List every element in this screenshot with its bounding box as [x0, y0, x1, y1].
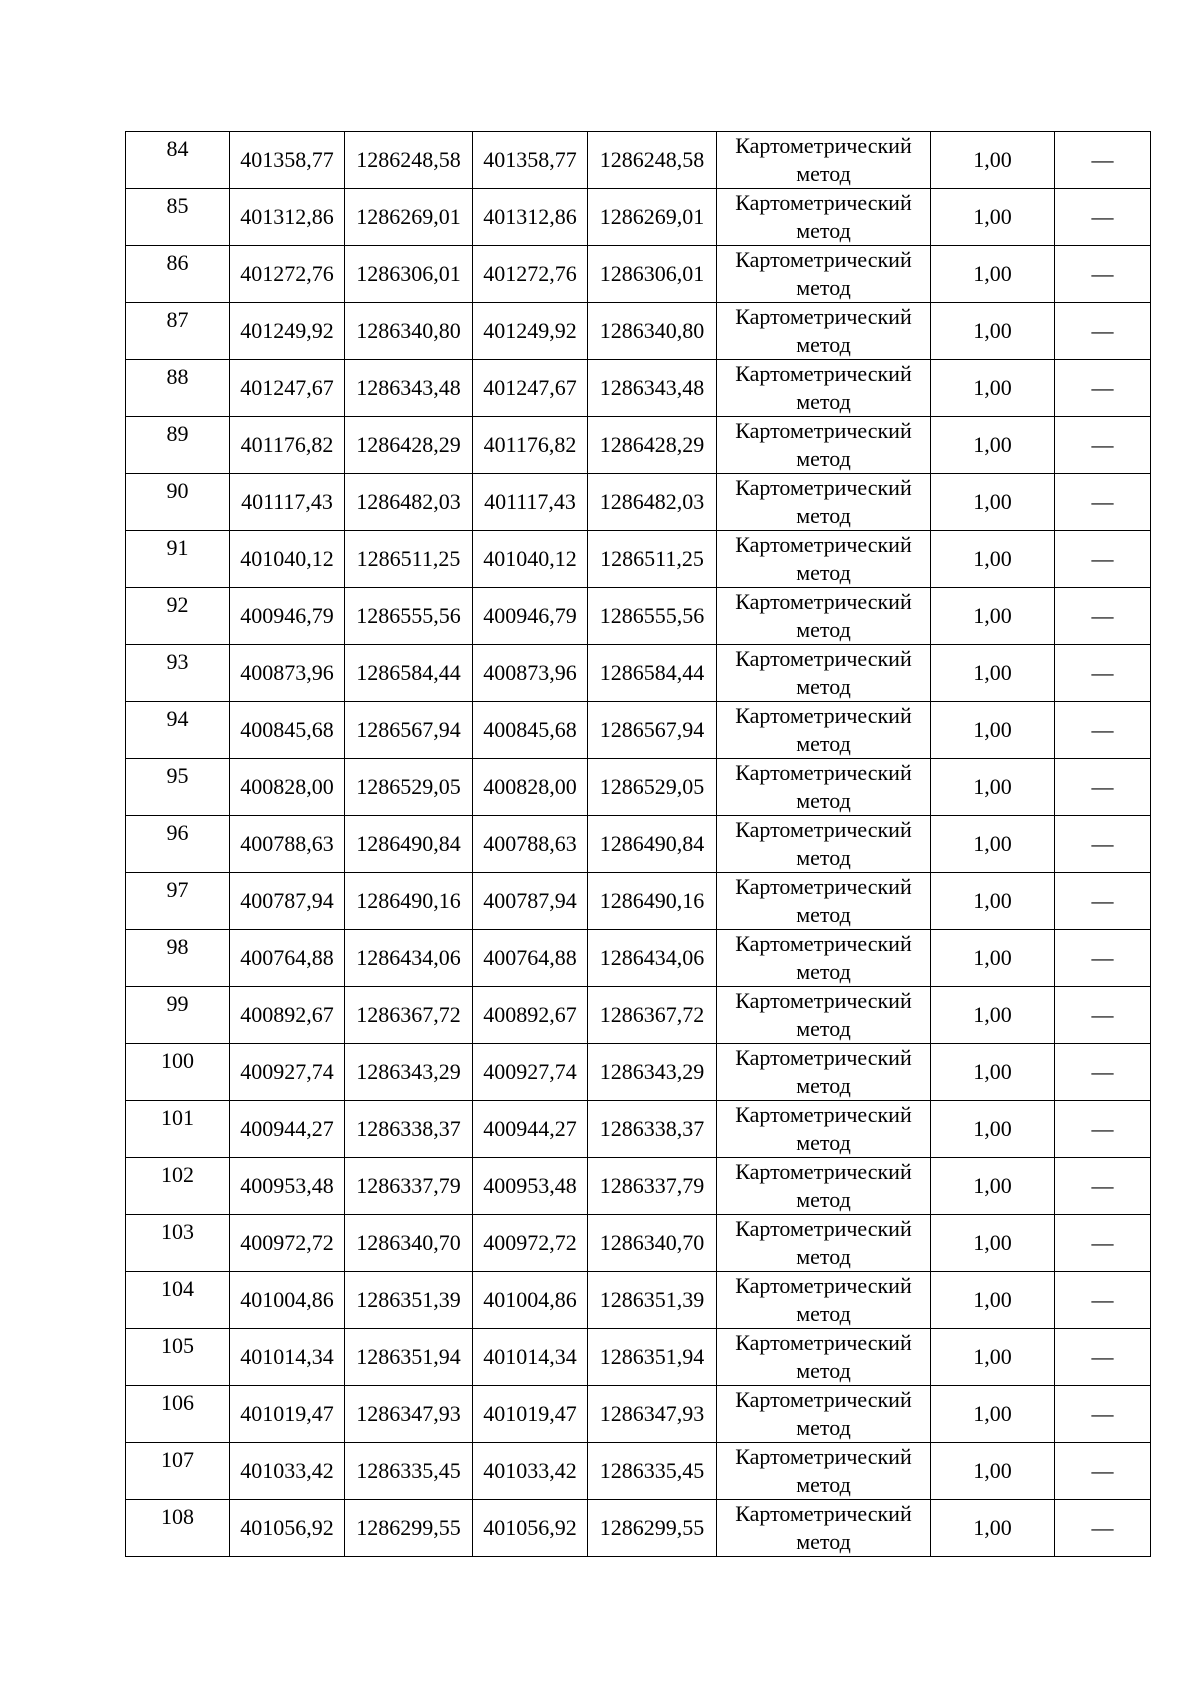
- x-new-cell: 400788,63: [473, 816, 588, 873]
- method-cell: [717, 930, 931, 987]
- y-existing-cell: 1286511,25: [345, 531, 473, 588]
- y-new-cell: 1286567,94: [588, 702, 717, 759]
- method-line-1: Картометрический: [735, 703, 912, 728]
- accuracy-cell: 1,00: [931, 1044, 1055, 1101]
- note-cell: —: [1055, 246, 1151, 303]
- y-existing-cell: 1286529,05: [345, 759, 473, 816]
- y-new-cell: 1286343,48: [588, 360, 717, 417]
- method-cell: [717, 474, 931, 531]
- method-line-1: Картометрический: [735, 133, 912, 158]
- point-number-cell: 96: [126, 816, 230, 873]
- table-row: [126, 873, 1151, 930]
- method-line-2: метод: [796, 503, 851, 528]
- accuracy-cell: 1,00: [931, 1158, 1055, 1215]
- method-line-1: Картометрический: [735, 589, 912, 614]
- method-line-2: метод: [796, 218, 851, 243]
- method-line-1: Картометрический: [735, 1045, 912, 1070]
- table-row: [126, 816, 1151, 873]
- point-number-cell: 90: [126, 474, 230, 531]
- y-new-cell: 1286511,25: [588, 531, 717, 588]
- accuracy-cell: 1,00: [931, 645, 1055, 702]
- y-existing-cell: 1286351,39: [345, 1272, 473, 1329]
- x-new-cell: 401358,77: [473, 132, 588, 189]
- table-row: [126, 1272, 1151, 1329]
- x-new-cell: 401004,86: [473, 1272, 588, 1329]
- note-cell: —: [1055, 303, 1151, 360]
- table-row: [126, 645, 1151, 702]
- point-number-cell: 98: [126, 930, 230, 987]
- accuracy-cell: 1,00: [931, 1101, 1055, 1158]
- y-new-cell: 1286428,29: [588, 417, 717, 474]
- y-new-cell: 1286248,58: [588, 132, 717, 189]
- method-line-1: Картометрический: [735, 418, 912, 443]
- method-cell: [717, 360, 931, 417]
- coordinates-table: [125, 131, 1151, 1557]
- method-line-1: Картометрический: [735, 1444, 912, 1469]
- method-line-2: метод: [796, 161, 851, 186]
- method-line-1: Картометрический: [735, 931, 912, 956]
- note-cell: —: [1055, 588, 1151, 645]
- note-cell: —: [1055, 531, 1151, 588]
- table-row: [126, 531, 1151, 588]
- x-new-cell: 401040,12: [473, 531, 588, 588]
- y-new-cell: 1286529,05: [588, 759, 717, 816]
- x-existing-cell: 400873,96: [230, 645, 345, 702]
- note-cell: —: [1055, 873, 1151, 930]
- x-existing-cell: 400892,67: [230, 987, 345, 1044]
- accuracy-cell: 1,00: [931, 1215, 1055, 1272]
- x-existing-cell: 400764,88: [230, 930, 345, 987]
- note-cell: —: [1055, 1158, 1151, 1215]
- y-existing-cell: 1286299,55: [345, 1500, 473, 1557]
- x-new-cell: 401272,76: [473, 246, 588, 303]
- x-new-cell: 401247,67: [473, 360, 588, 417]
- x-new-cell: 401056,92: [473, 1500, 588, 1557]
- x-new-cell: 401019,47: [473, 1386, 588, 1443]
- y-new-cell: 1286340,80: [588, 303, 717, 360]
- x-new-cell: 400828,00: [473, 759, 588, 816]
- x-existing-cell: 401176,82: [230, 417, 345, 474]
- x-new-cell: 400873,96: [473, 645, 588, 702]
- x-existing-cell: 401249,92: [230, 303, 345, 360]
- note-cell: —: [1055, 1386, 1151, 1443]
- x-new-cell: 400946,79: [473, 588, 588, 645]
- method-line-2: метод: [796, 1187, 851, 1212]
- x-new-cell: 401033,42: [473, 1443, 588, 1500]
- method-line-2: метод: [796, 1415, 851, 1440]
- table-row: [126, 930, 1151, 987]
- method-cell: [717, 702, 931, 759]
- note-cell: —: [1055, 816, 1151, 873]
- y-existing-cell: 1286490,16: [345, 873, 473, 930]
- point-number-cell: 91: [126, 531, 230, 588]
- accuracy-cell: 1,00: [931, 702, 1055, 759]
- method-line-2: метод: [796, 1358, 851, 1383]
- method-line-2: метод: [796, 1130, 851, 1155]
- table-row: [126, 132, 1151, 189]
- y-existing-cell: 1286340,80: [345, 303, 473, 360]
- method-cell: [717, 417, 931, 474]
- method-line-1: Картометрический: [735, 817, 912, 842]
- accuracy-cell: 1,00: [931, 759, 1055, 816]
- table-row: [126, 987, 1151, 1044]
- x-existing-cell: 401056,92: [230, 1500, 345, 1557]
- accuracy-cell: 1,00: [931, 588, 1055, 645]
- method-line-2: метод: [796, 1244, 851, 1269]
- method-cell: [717, 1044, 931, 1101]
- method-line-2: метод: [796, 389, 851, 414]
- point-number-cell: 92: [126, 588, 230, 645]
- x-existing-cell: 401033,42: [230, 1443, 345, 1500]
- x-existing-cell: 400788,63: [230, 816, 345, 873]
- note-cell: —: [1055, 1443, 1151, 1500]
- point-number-cell: 85: [126, 189, 230, 246]
- method-cell: [717, 132, 931, 189]
- table-row: [126, 189, 1151, 246]
- method-line-1: Картометрический: [735, 646, 912, 671]
- x-new-cell: 401249,92: [473, 303, 588, 360]
- x-existing-cell: 401014,34: [230, 1329, 345, 1386]
- accuracy-cell: 1,00: [931, 189, 1055, 246]
- y-existing-cell: 1286340,70: [345, 1215, 473, 1272]
- y-new-cell: 1286343,29: [588, 1044, 717, 1101]
- method-cell: [717, 816, 931, 873]
- method-line-1: Картометрический: [735, 1501, 912, 1526]
- y-new-cell: 1286490,84: [588, 816, 717, 873]
- point-number-cell: 101: [126, 1101, 230, 1158]
- accuracy-cell: 1,00: [931, 930, 1055, 987]
- method-line-1: Картометрический: [735, 988, 912, 1013]
- table-row: [126, 474, 1151, 531]
- note-cell: —: [1055, 1215, 1151, 1272]
- table-row: [126, 1386, 1151, 1443]
- accuracy-cell: 1,00: [931, 1443, 1055, 1500]
- x-new-cell: 400927,74: [473, 1044, 588, 1101]
- y-new-cell: 1286306,01: [588, 246, 717, 303]
- point-number-cell: 102: [126, 1158, 230, 1215]
- y-new-cell: 1286584,44: [588, 645, 717, 702]
- x-new-cell: 400764,88: [473, 930, 588, 987]
- method-cell: [717, 1101, 931, 1158]
- accuracy-cell: 1,00: [931, 1386, 1055, 1443]
- y-new-cell: 1286340,70: [588, 1215, 717, 1272]
- method-line-1: Картометрический: [735, 190, 912, 215]
- table-row: [126, 1101, 1151, 1158]
- y-new-cell: 1286299,55: [588, 1500, 717, 1557]
- method-cell: [717, 189, 931, 246]
- table-row: [126, 588, 1151, 645]
- method-cell: [717, 1329, 931, 1386]
- point-number-cell: 100: [126, 1044, 230, 1101]
- x-new-cell: 400944,27: [473, 1101, 588, 1158]
- y-existing-cell: 1286351,94: [345, 1329, 473, 1386]
- x-existing-cell: 401272,76: [230, 246, 345, 303]
- y-existing-cell: 1286367,72: [345, 987, 473, 1044]
- y-existing-cell: 1286343,29: [345, 1044, 473, 1101]
- point-number-cell: 89: [126, 417, 230, 474]
- y-existing-cell: 1286335,45: [345, 1443, 473, 1500]
- method-cell: [717, 531, 931, 588]
- x-existing-cell: 401019,47: [230, 1386, 345, 1443]
- method-line-1: Картометрический: [735, 247, 912, 272]
- x-new-cell: 400972,72: [473, 1215, 588, 1272]
- accuracy-cell: 1,00: [931, 303, 1055, 360]
- x-new-cell: 400953,48: [473, 1158, 588, 1215]
- y-existing-cell: 1286306,01: [345, 246, 473, 303]
- x-new-cell: 401014,34: [473, 1329, 588, 1386]
- point-number-cell: 99: [126, 987, 230, 1044]
- method-line-2: метод: [796, 1016, 851, 1041]
- y-new-cell: 1286347,93: [588, 1386, 717, 1443]
- point-number-cell: 104: [126, 1272, 230, 1329]
- x-existing-cell: 400953,48: [230, 1158, 345, 1215]
- x-new-cell: 401117,43: [473, 474, 588, 531]
- x-existing-cell: 400972,72: [230, 1215, 345, 1272]
- note-cell: —: [1055, 1329, 1151, 1386]
- accuracy-cell: 1,00: [931, 474, 1055, 531]
- method-line-2: метод: [796, 1529, 851, 1554]
- accuracy-cell: 1,00: [931, 987, 1055, 1044]
- y-new-cell: 1286555,56: [588, 588, 717, 645]
- method-line-2: метод: [796, 959, 851, 984]
- method-line-1: Картометрический: [735, 361, 912, 386]
- method-line-2: метод: [796, 845, 851, 870]
- x-new-cell: 401312,86: [473, 189, 588, 246]
- method-cell: [717, 246, 931, 303]
- table-row: [126, 1158, 1151, 1215]
- note-cell: —: [1055, 759, 1151, 816]
- method-cell: [717, 645, 931, 702]
- x-existing-cell: 400828,00: [230, 759, 345, 816]
- y-new-cell: 1286337,79: [588, 1158, 717, 1215]
- point-number-cell: 95: [126, 759, 230, 816]
- y-existing-cell: 1286428,29: [345, 417, 473, 474]
- point-number-cell: 94: [126, 702, 230, 759]
- note-cell: —: [1055, 1101, 1151, 1158]
- method-line-2: метод: [796, 1472, 851, 1497]
- x-existing-cell: 401358,77: [230, 132, 345, 189]
- accuracy-cell: 1,00: [931, 1272, 1055, 1329]
- y-new-cell: 1286351,39: [588, 1272, 717, 1329]
- note-cell: —: [1055, 930, 1151, 987]
- method-line-2: метод: [796, 332, 851, 357]
- method-line-1: Картометрический: [735, 1387, 912, 1412]
- note-cell: —: [1055, 417, 1151, 474]
- method-line-2: метод: [796, 1301, 851, 1326]
- accuracy-cell: 1,00: [931, 531, 1055, 588]
- table-row: [126, 1443, 1151, 1500]
- method-line-1: Картометрический: [735, 1159, 912, 1184]
- table-body: [126, 132, 1151, 1557]
- method-line-1: Картометрический: [735, 1216, 912, 1241]
- method-line-2: метод: [796, 560, 851, 585]
- accuracy-cell: 1,00: [931, 132, 1055, 189]
- y-existing-cell: 1286584,44: [345, 645, 473, 702]
- y-new-cell: 1286351,94: [588, 1329, 717, 1386]
- x-existing-cell: 401004,86: [230, 1272, 345, 1329]
- y-existing-cell: 1286269,01: [345, 189, 473, 246]
- point-number-cell: 106: [126, 1386, 230, 1443]
- method-cell: [717, 1443, 931, 1500]
- y-existing-cell: 1286434,06: [345, 930, 473, 987]
- method-line-2: метод: [796, 275, 851, 300]
- accuracy-cell: 1,00: [931, 816, 1055, 873]
- accuracy-cell: 1,00: [931, 1329, 1055, 1386]
- accuracy-cell: 1,00: [931, 1500, 1055, 1557]
- accuracy-cell: 1,00: [931, 417, 1055, 474]
- y-new-cell: 1286482,03: [588, 474, 717, 531]
- note-cell: —: [1055, 987, 1151, 1044]
- method-cell: [717, 303, 931, 360]
- point-number-cell: 105: [126, 1329, 230, 1386]
- accuracy-cell: 1,00: [931, 246, 1055, 303]
- x-existing-cell: 401040,12: [230, 531, 345, 588]
- method-cell: [717, 759, 931, 816]
- method-line-1: Картометрический: [735, 760, 912, 785]
- point-number-cell: 108: [126, 1500, 230, 1557]
- table-row: [126, 702, 1151, 759]
- table-row: [126, 1044, 1151, 1101]
- x-existing-cell: 401247,67: [230, 360, 345, 417]
- table-row: [126, 1500, 1151, 1557]
- method-line-1: Картометрический: [735, 475, 912, 500]
- point-number-cell: 88: [126, 360, 230, 417]
- x-existing-cell: 400946,79: [230, 588, 345, 645]
- method-line-2: метод: [796, 788, 851, 813]
- y-new-cell: 1286335,45: [588, 1443, 717, 1500]
- y-existing-cell: 1286248,58: [345, 132, 473, 189]
- method-cell: [717, 1158, 931, 1215]
- note-cell: —: [1055, 1500, 1151, 1557]
- table-row: [126, 1329, 1151, 1386]
- table-row: [126, 417, 1151, 474]
- note-cell: —: [1055, 132, 1151, 189]
- method-line-1: Картометрический: [735, 1330, 912, 1355]
- method-cell: [717, 1500, 931, 1557]
- note-cell: —: [1055, 1272, 1151, 1329]
- x-existing-cell: 401117,43: [230, 474, 345, 531]
- table-row: [126, 759, 1151, 816]
- x-existing-cell: 400927,74: [230, 1044, 345, 1101]
- point-number-cell: 86: [126, 246, 230, 303]
- y-new-cell: 1286269,01: [588, 189, 717, 246]
- y-new-cell: 1286434,06: [588, 930, 717, 987]
- method-cell: [717, 588, 931, 645]
- x-new-cell: 401176,82: [473, 417, 588, 474]
- method-cell: [717, 1386, 931, 1443]
- note-cell: —: [1055, 360, 1151, 417]
- y-existing-cell: 1286337,79: [345, 1158, 473, 1215]
- y-new-cell: 1286490,16: [588, 873, 717, 930]
- method-cell: [717, 873, 931, 930]
- note-cell: —: [1055, 645, 1151, 702]
- method-line-1: Картометрический: [735, 532, 912, 557]
- x-new-cell: 400787,94: [473, 873, 588, 930]
- y-existing-cell: 1286555,56: [345, 588, 473, 645]
- note-cell: —: [1055, 702, 1151, 759]
- point-number-cell: 103: [126, 1215, 230, 1272]
- accuracy-cell: 1,00: [931, 360, 1055, 417]
- point-number-cell: 93: [126, 645, 230, 702]
- point-number-cell: 87: [126, 303, 230, 360]
- table-row: [126, 1215, 1151, 1272]
- x-new-cell: 400892,67: [473, 987, 588, 1044]
- y-existing-cell: 1286482,03: [345, 474, 473, 531]
- method-line-2: метод: [796, 902, 851, 927]
- method-line-1: Картометрический: [735, 1273, 912, 1298]
- y-new-cell: 1286338,37: [588, 1101, 717, 1158]
- y-new-cell: 1286367,72: [588, 987, 717, 1044]
- x-existing-cell: 401312,86: [230, 189, 345, 246]
- method-line-2: метод: [796, 1073, 851, 1098]
- table-row: [126, 360, 1151, 417]
- method-line-2: метод: [796, 731, 851, 756]
- note-cell: —: [1055, 474, 1151, 531]
- table-row: [126, 303, 1151, 360]
- method-line-2: метод: [796, 674, 851, 699]
- point-number-cell: 97: [126, 873, 230, 930]
- x-new-cell: 400845,68: [473, 702, 588, 759]
- method-cell: [717, 1215, 931, 1272]
- method-line-1: Картометрический: [735, 874, 912, 899]
- method-line-1: Картометрический: [735, 304, 912, 329]
- note-cell: —: [1055, 1044, 1151, 1101]
- y-existing-cell: 1286567,94: [345, 702, 473, 759]
- point-number-cell: 84: [126, 132, 230, 189]
- accuracy-cell: 1,00: [931, 873, 1055, 930]
- y-existing-cell: 1286338,37: [345, 1101, 473, 1158]
- x-existing-cell: 400787,94: [230, 873, 345, 930]
- y-existing-cell: 1286343,48: [345, 360, 473, 417]
- point-number-cell: 107: [126, 1443, 230, 1500]
- y-existing-cell: 1286490,84: [345, 816, 473, 873]
- x-existing-cell: 400845,68: [230, 702, 345, 759]
- method-line-1: Картометрический: [735, 1102, 912, 1127]
- table-row: [126, 246, 1151, 303]
- method-line-2: метод: [796, 617, 851, 642]
- method-line-2: метод: [796, 446, 851, 471]
- method-cell: [717, 987, 931, 1044]
- x-existing-cell: 400944,27: [230, 1101, 345, 1158]
- note-cell: —: [1055, 189, 1151, 246]
- method-cell: [717, 1272, 931, 1329]
- y-existing-cell: 1286347,93: [345, 1386, 473, 1443]
